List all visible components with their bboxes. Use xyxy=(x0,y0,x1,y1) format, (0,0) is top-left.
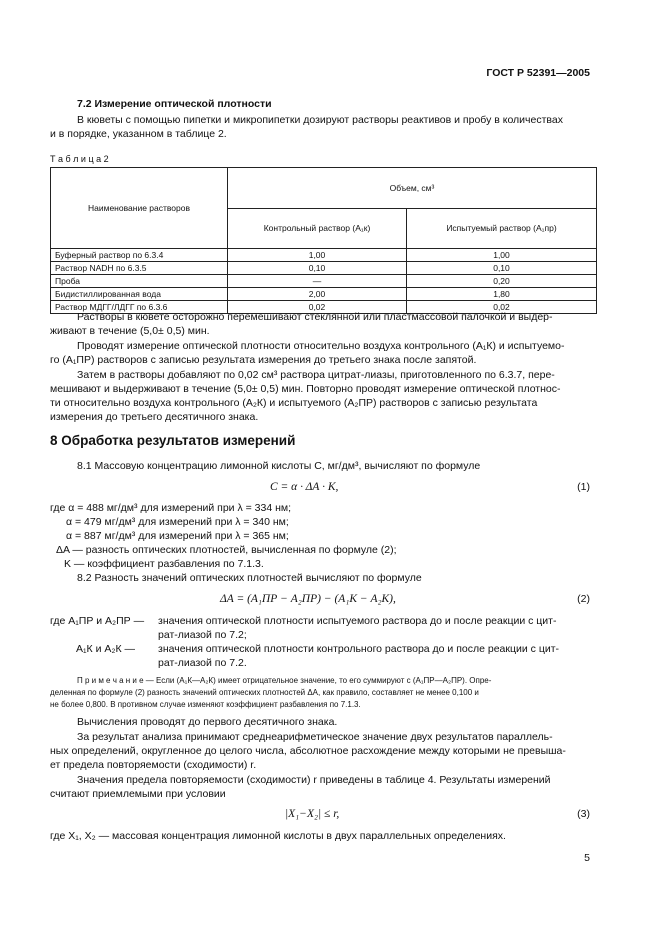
paragraph-line: Значения предела повторяемости (сходимости) r приведены в таблице 4. Результаты измерений xyxy=(77,774,551,786)
table-cell-name: Буферный раствор по 6.3.4 xyxy=(51,249,228,262)
standard-header: ГОСТ Р 52391—2005 xyxy=(486,67,590,79)
section-7-2-title: 7.2 Измерение оптической плотности xyxy=(77,98,272,110)
paragraph-line: и в порядке, указанном в таблице 2. xyxy=(50,128,227,140)
table-cell-control: 2,00 xyxy=(228,288,407,301)
table-header-volume: Объем, см³ xyxy=(228,168,597,209)
paragraph-line: Растворы в кювете осторожно перемешивают стеклянной или пластмассовой палочкой и выдер- xyxy=(77,311,553,323)
table-cell-test: 0,20 xyxy=(407,275,597,288)
table-row xyxy=(51,262,597,275)
table-row xyxy=(51,288,597,301)
formula-2: ΔA = (A₁ПР − A₂ПР) − (A₁К − A₂К), xyxy=(220,593,396,605)
definition-line: рат-лиазой по 7.2; xyxy=(158,629,247,641)
table-cell-name: Проба xyxy=(51,275,228,288)
table-header-test: Испытуемый раствор (A₁пр) xyxy=(407,208,597,249)
formula-3: |X₁−X₂| ≤ r, xyxy=(285,808,340,820)
table-cell-control: 0,10 xyxy=(228,262,407,275)
formula-1-number: (1) xyxy=(577,481,590,493)
table-cell-control: 0,02 xyxy=(228,301,407,314)
paragraph-line: За результат анализа принимают среднеарифметическое значение двух результатов параллель- xyxy=(77,731,553,743)
where-line: K — коэффициент разбавления по 7.1.3. xyxy=(64,558,264,570)
section-8-title: 8 Обработка результатов измерений xyxy=(50,433,296,448)
table-cell-test: 1,00 xyxy=(407,249,597,262)
table-cell-test: 0,02 xyxy=(407,301,597,314)
paragraph-line: ти относительно воздуха контрольного (A₂К) и испытуемого (A₂ПР) растворов с записью результата xyxy=(50,397,538,409)
table-cell-name: Бидистиллированная вода xyxy=(51,288,228,301)
formula-3-number: (3) xyxy=(577,808,590,820)
paragraph-line: где X₁, X₂ — массовая концентрация лимонной кислоты в двух параллельных определениях. xyxy=(50,830,506,842)
where-line: α = 479 мг/дм³ для измерений при λ = 340 нм; xyxy=(66,516,289,528)
definition-label: A₁К и A₂К — xyxy=(76,643,135,655)
table-cell-control: — xyxy=(228,275,407,288)
paragraph-line: ных определений, округленное до целого числа, абсолютное расхождение между которыми не превыша- xyxy=(50,745,566,757)
paragraph-line: 8.1 Массовую концентрацию лимонной кислоты C, мг/дм³, вычисляют по формуле xyxy=(77,460,481,472)
definition-line: рат-лиазой по 7.2. xyxy=(158,657,247,669)
table-2 xyxy=(50,167,597,314)
table-cell-test: 0,10 xyxy=(407,262,597,275)
formula-1: C = α · ΔA · K, xyxy=(270,481,339,493)
paragraph-line: Затем в растворы добавляют по 0,02 см³ раствора цитрат-лиазы, приготовленного по 6.3.7, пере- xyxy=(77,369,555,381)
where-line: ΔA — разность оптических плотностей, вычисленная по формуле (2); xyxy=(56,544,397,556)
table-cell-test: 1,80 xyxy=(407,288,597,301)
paragraph-line: мешивают и выдерживают в течение (5,0± 0,5) мин. Повторно проводят измерение оптической плотнос- xyxy=(50,383,561,395)
table-row xyxy=(51,275,597,288)
note-line: деленная по формуле (2) разность значений оптических плотностей ΔA, как правило, составляет не менее 0,100 и xyxy=(50,688,479,697)
note-line: П р и м е ч а н и е — Если (A₁К—A₂К) имеет отрицательное значение, то его суммируют с (A₁ПР—A₂ПР). Опре- xyxy=(77,676,492,685)
definition-label: где A₁ПР и A₂ПР — xyxy=(50,615,145,627)
definition-line: значения оптической плотности испытуемого раствора до и после реакции с цит- xyxy=(158,615,557,627)
table-cell-name: Раствор NADH по 6.3.5 xyxy=(51,262,228,275)
paragraph-line: В кюветы с помощью пипетки и микропипетки дозируют растворы реактивов и пробу в количествах xyxy=(77,114,563,126)
note-line: не более 0,800. В противном случае изменяют коэффициент разбавления по 7.1.3. xyxy=(50,700,361,709)
where-line: α = 887 мг/дм³ для измерений при λ = 365 нм; xyxy=(66,530,289,542)
table-header-name: Наименование растворов xyxy=(51,168,228,249)
paragraph-line: считают приемлемыми при условии xyxy=(50,788,226,800)
paragraph-line: живают в течение (5,0± 0,5) мин. xyxy=(50,325,210,337)
paragraph-line: ет предела повторяемости (сходимости) r. xyxy=(50,759,257,771)
table-header-control: Контрольный раствор (A₁к) xyxy=(228,208,407,249)
where-line: где α = 488 мг/дм³ для измерений при λ = 334 нм; xyxy=(50,502,292,514)
paragraph-line: 8.2 Разность значений оптических плотностей вычисляют по формуле xyxy=(77,572,422,584)
paragraph-line: Вычисления проводят до первого десятичного знака. xyxy=(77,716,338,728)
table-row xyxy=(51,249,597,262)
table-cell-name: Раствор МДГГ/ЛДГГ по 6.3.6 xyxy=(51,301,228,314)
definition-line: значения оптической плотности контрольного раствора до и после реакции с цит- xyxy=(158,643,560,655)
page-number: 5 xyxy=(584,852,590,864)
formula-2-number: (2) xyxy=(577,593,590,605)
paragraph-line: го (A₁ПР) растворов с записью результата измерения до третьего знака после запятой. xyxy=(50,354,477,366)
table-caption: Т а б л и ц а 2 xyxy=(50,154,109,164)
paragraph-line: Проводят измерение оптической плотности относительно воздуха контрольного (A₁К) и испытуемо- xyxy=(77,340,565,352)
paragraph-line: измерения до третьего десятичного знака. xyxy=(50,411,259,423)
table-cell-control: 1,00 xyxy=(228,249,407,262)
